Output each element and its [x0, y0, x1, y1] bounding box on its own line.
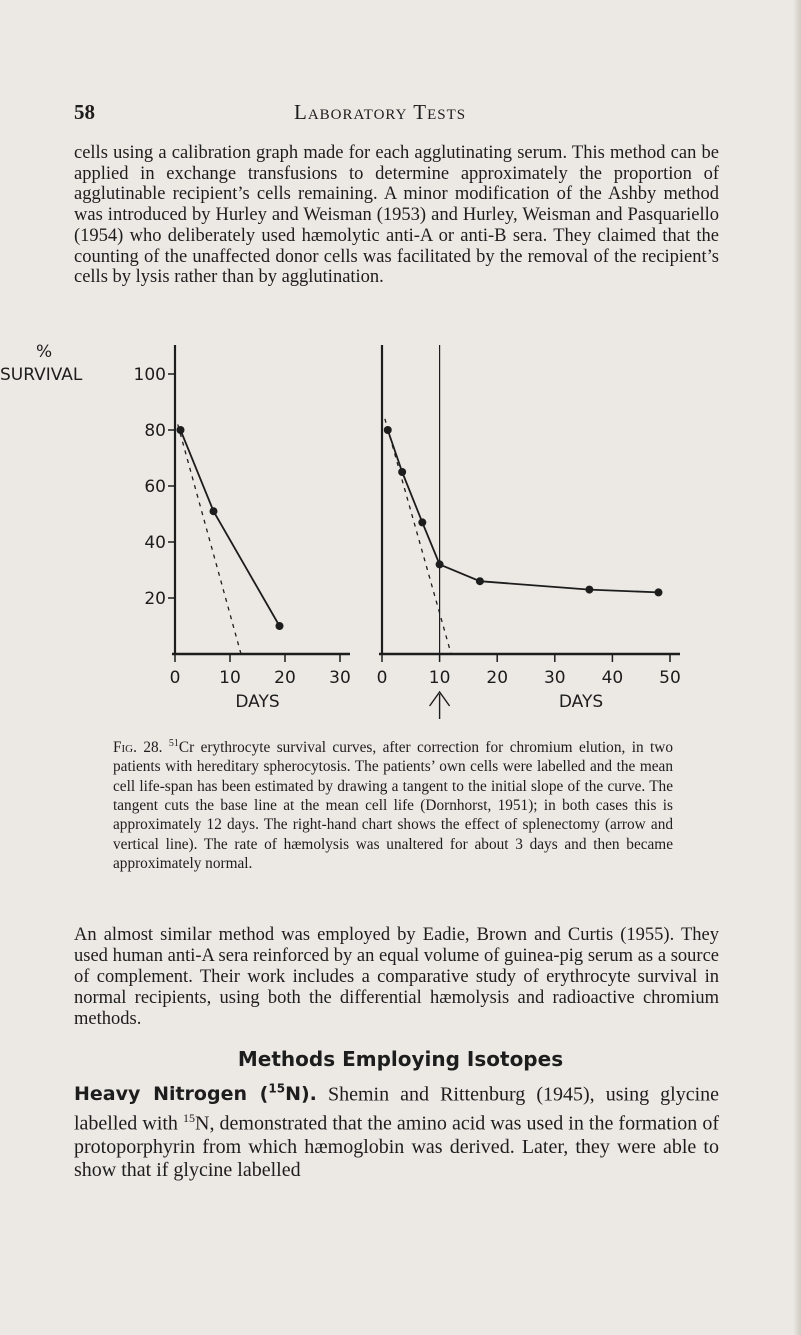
- figure-28: [0, 330, 690, 720]
- x-axis-label: DAYS: [558, 692, 604, 712]
- x-tick-label: 10: [219, 668, 241, 688]
- y-tick-label: 80: [144, 421, 166, 441]
- tangent-line: [178, 424, 241, 654]
- survival-curve: [388, 430, 659, 592]
- x-tick-label: 30: [543, 668, 566, 688]
- x-tick-label: 20: [486, 668, 509, 688]
- survival-curve: [181, 430, 280, 626]
- data-point: [276, 622, 284, 630]
- caption-text: Cr erythrocyte survival curves, after correction for chromium elution, in two patients with hereditary spherocytosis. The patients’ own cells were labelled and the mean cell life-span has been estimated by drawing a tangent to the initial slope of the curve. The tangent cuts the base line at the mean cell life (Dornhorst, 1951); in both cases this is approximately 12 days. The right-hand chart shows the effect of splenectomy (arrow and vertical line). The rate of hæmolysis was unaltered for about 3 days and then became approximately normal.: [113, 739, 673, 872]
- data-point: [436, 560, 444, 568]
- right-chart: [377, 345, 681, 719]
- x-tick-label: 20: [274, 668, 296, 688]
- data-point: [476, 577, 484, 585]
- tangent-line: [385, 419, 451, 654]
- page-number: 58: [74, 100, 95, 124]
- figure-caption: [113, 734, 673, 873]
- x-tick-label: 10: [428, 668, 451, 688]
- x-tick-label: 0: [376, 668, 388, 688]
- data-point: [585, 586, 593, 594]
- paragraph-3-sup: 15: [183, 1110, 196, 1125]
- x-tick-label: 30: [329, 668, 351, 688]
- paragraph-1: cells using a calibration graph made for each agglutinating serum. This method can be applied in exchange transfusions to determine approximately the proportion of agglutinable recipient’s cells remaining. A minor modification of the Ashby method was introduced by Hurley and Weisman (1953) and Hurley, Weisman and Pasquariello (1954) who deliberately used hæmolytic anti-A or anti-B sera. They claimed that the counting of the unaffected donor cells was facilitated by the removal of the recipient’s cells by lysis rather than by agglutination.: [74, 143, 719, 288]
- running-title: Laboratory Tests: [294, 100, 467, 124]
- sub-heading-prefix: Heavy Nitrogen (: [74, 1083, 269, 1106]
- caption-label: Fig. 28.: [113, 739, 163, 757]
- data-point: [210, 507, 218, 515]
- paragraph-3-text-b: N, demonstrated that the amino acid was used in the formation of protoporphyrin from which hæmoglobin was derived. Later, they were able to show that if glycine labelled: [74, 1112, 720, 1182]
- survival-charts: [0, 330, 690, 715]
- sub-heading: [74, 1083, 317, 1105]
- y-label-survival: SURVIVAL: [0, 365, 83, 385]
- x-tick-label: 40: [601, 668, 624, 688]
- paragraph-3: [74, 1078, 719, 1183]
- paragraph-2: An almost similar method was employed by Eadie, Brown and Curtis (1955). They used human anti-A sera reinforced by an equal volume of guinea-pig serum as a source of complement. Their work includes a comparative study of erythrocyte survival in normal recipients, using both the differential hæmolysis and radioactive chromium methods.: [74, 925, 719, 1029]
- page-header: [74, 100, 734, 128]
- y-tick-label: 20: [144, 589, 166, 609]
- y-tick-label: 40: [144, 533, 166, 553]
- y-label-percent: %: [36, 342, 53, 362]
- x-tick-label: 50: [659, 668, 681, 688]
- page-edge: [793, 0, 801, 1335]
- x-axis-label: DAYS: [235, 692, 280, 712]
- sub-heading-sup: 15: [268, 1082, 286, 1096]
- paragraph-3-text-a: Shemin and Rittenburg (1945), using glycine labelled with: [74, 1083, 720, 1135]
- sub-heading-suffix: N).: [285, 1083, 317, 1106]
- data-point: [654, 588, 662, 596]
- data-point: [177, 426, 185, 434]
- data-point: [418, 518, 426, 526]
- y-tick-label: 100: [133, 365, 166, 385]
- x-tick-label: 0: [169, 668, 181, 688]
- section-heading: Methods Employing Isotopes: [237, 1047, 564, 1071]
- y-tick-label: 60: [144, 477, 166, 497]
- caption-isotope-sup: 51: [168, 738, 179, 749]
- left-chart: [134, 345, 351, 712]
